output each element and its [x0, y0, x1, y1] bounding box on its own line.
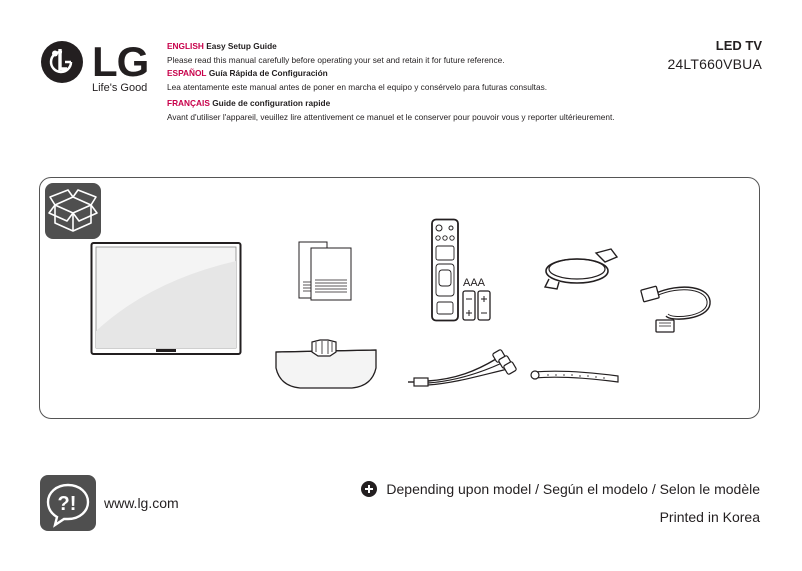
lan-cable-illustration [640, 272, 716, 336]
battery-label: AAA [463, 277, 486, 289]
lang-espanol [167, 67, 727, 81]
av-cable-illustration [406, 345, 518, 389]
lang-title: Easy Setup Guide [206, 41, 277, 51]
website-link[interactable]: www.lg.com [104, 495, 179, 511]
lang-name: ESPAÑOL [167, 68, 207, 79]
lang-title: Guía Rápida de Configuración [208, 68, 328, 79]
logo-text: LG [92, 38, 149, 85]
power-cord-illustration [541, 245, 621, 291]
cable-holder-illustration [528, 366, 622, 386]
product-type: LED TV [715, 38, 762, 53]
plus-icon [361, 481, 377, 497]
printed-in: Printed in Korea [659, 509, 760, 525]
remote-control-illustration [430, 218, 460, 322]
help-icon [40, 475, 96, 531]
model-number: 24LT660VBUA [667, 56, 762, 72]
lang-text: Please read this manual carefully before operating your set and retain it for future reference. [167, 54, 505, 65]
open-box-icon [45, 183, 101, 239]
svg-text:?!: ?! [57, 493, 77, 515]
stand-base-illustration [272, 338, 380, 390]
lang-francais [167, 97, 727, 111]
lang-english [167, 40, 727, 54]
lang-title: Guide de configuration rapide [212, 98, 331, 109]
lang-name: FRANÇAIS [167, 98, 210, 109]
lg-logo-icon [40, 40, 84, 84]
manuals-illustration [297, 240, 353, 302]
language-intro [167, 40, 727, 125]
lang-name: ENGLISH [167, 41, 204, 51]
tv-panel-illustration [90, 241, 242, 357]
model-note [361, 481, 760, 497]
batteries-illustration [462, 289, 492, 322]
tagline: Life's Good [92, 82, 148, 94]
lang-text: Avant d'utiliser l'appareil, veuillez lire attentivement ce manuel et le conserver pour pouvoir vous y reporter ultérieurement. [167, 111, 615, 122]
lang-text: Lea atentamente este manual antes de poner en marcha el equipo y consérvelo para futuras consultas. [167, 81, 548, 92]
model-note-text: Depending upon model / Según el modelo / Selon le modèle [386, 481, 760, 497]
